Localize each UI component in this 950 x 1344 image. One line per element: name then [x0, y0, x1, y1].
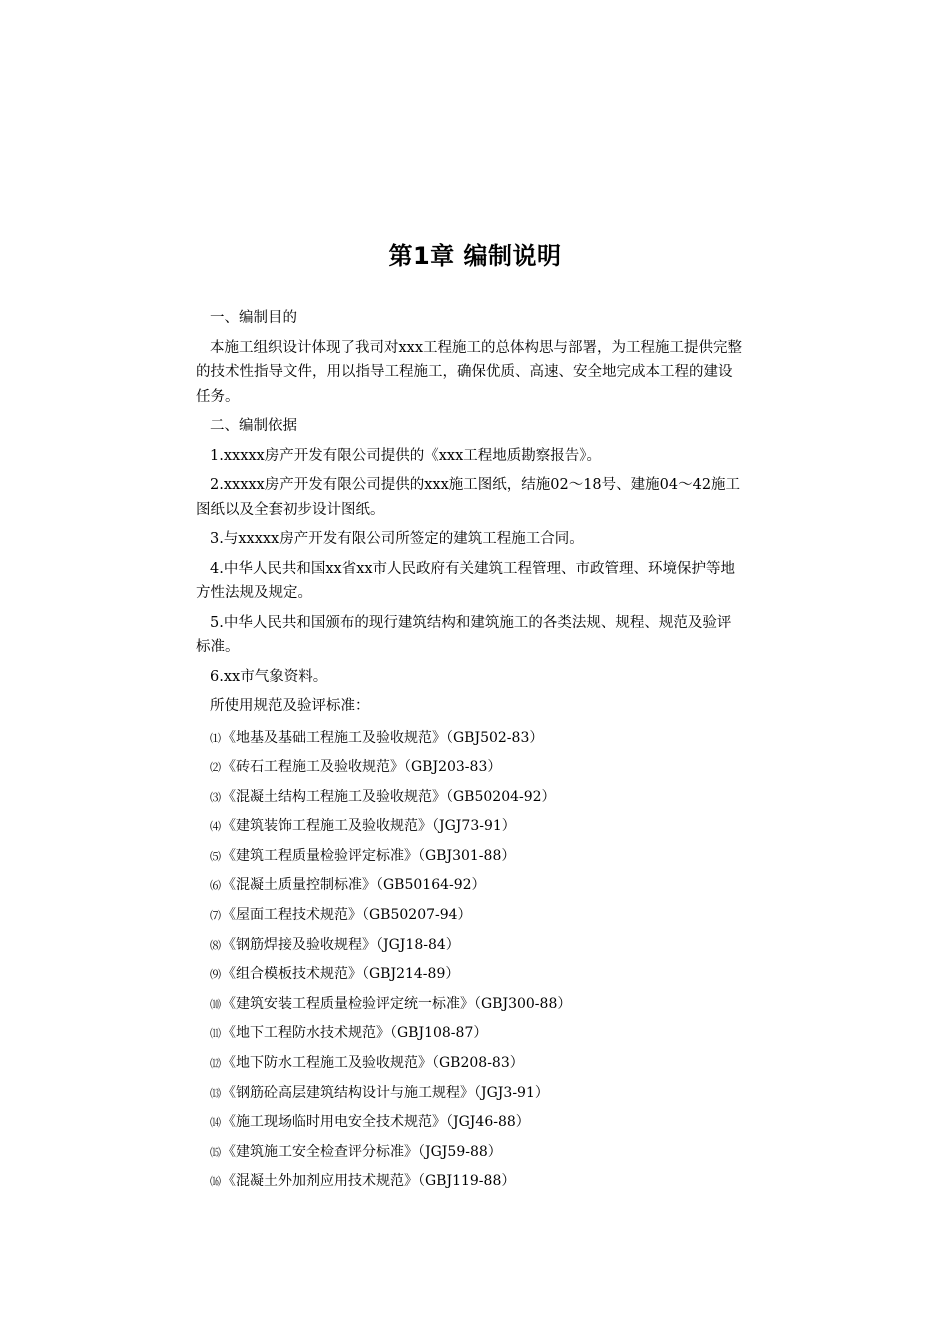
standard-number: ⒁	[210, 1116, 221, 1130]
basis-item-6: 6.xx市气象资料。	[210, 668, 328, 685]
standard-number: ⑷	[210, 820, 221, 834]
standard-item	[196, 1079, 744, 1109]
standard-number: ⑵	[210, 761, 221, 775]
standard-item	[196, 960, 744, 990]
standard-text: 《屋面工程技术规范》（GB50207-94）	[222, 907, 472, 924]
standard-text: 《砖石工程施工及验收规范》（GBJ203-83）	[222, 759, 502, 776]
standards-heading: 所使用规范及验评标准：	[210, 698, 370, 714]
standards-list	[196, 724, 744, 1198]
standard-text: 《混凝土质量控制标准》（GB50164-92）	[222, 877, 486, 894]
section-heading-purpose: 一、编制目的	[210, 310, 297, 326]
standard-item	[196, 931, 744, 961]
standard-number: ⑹	[210, 879, 221, 893]
standard-text: 《地下防水工程施工及验收规范》（GB208-83）	[222, 1055, 524, 1072]
standard-text: 《钢筋砼高层建筑结构设计与施工规程》（JGJ3-91）	[222, 1084, 549, 1101]
standard-number: ⒀	[210, 1086, 221, 1100]
basis-item-2: 2.xxxxx房产开发有限公司提供的xxx施工图纸，结施02～18号、建施04～42施工图纸以及全套初步设计图纸。	[196, 477, 741, 518]
standard-text: 《建筑装饰工程施工及验收规范》（JGJ73-91）	[222, 818, 516, 835]
standard-item	[196, 783, 744, 813]
standard-number: ⒂	[210, 1145, 221, 1159]
standard-item	[196, 1138, 744, 1168]
standard-number: ⑸	[210, 849, 221, 863]
standard-item	[196, 871, 744, 901]
standard-number: ⑴	[210, 731, 221, 745]
standard-text: 《地基及基础工程施工及验收规范》（GBJ502-83）	[222, 729, 544, 746]
purpose-paragraph: 本施工组织设计体现了我司对xxx工程施工的总体构思与部署，为工程施工提供完整的技术性指导文件，用以指导工程施工，确保优质、高速、安全地完成本工程的建设任务。	[196, 339, 743, 405]
basis-item-1: 1.xxxxx房产开发有限公司提供的《xxx工程地质勘察报告》。	[210, 447, 602, 464]
standard-text: 《建筑安装工程质量检验评定统一标准》（GBJ300-88）	[222, 995, 572, 1012]
standard-item	[196, 1108, 744, 1138]
standard-number: ⑾	[210, 1027, 221, 1041]
standard-item	[196, 753, 744, 783]
standard-item	[196, 1019, 744, 1049]
standard-number: ⑻	[210, 938, 221, 952]
standard-item	[196, 842, 744, 872]
standard-text: 《建筑施工安全检查评分标准》（JGJ59-88）	[222, 1143, 502, 1160]
standard-text: 《钢筋焊接及验收规程》（JGJ18-84）	[222, 936, 460, 953]
standard-number: ⒃	[210, 1175, 221, 1189]
basis-item-4: 4.中华人民共和国xx省xx市人民政府有关建筑工程管理、市政管理、环境保护等地方性法规及规定。	[196, 560, 736, 601]
standard-item	[196, 1167, 744, 1197]
standard-number: ⑽	[210, 997, 221, 1011]
basis-item-3: 3.与xxxxx房产开发有限公司所签定的建筑工程施工合同。	[210, 531, 584, 547]
standard-item	[196, 812, 744, 842]
standard-number: ⑼	[210, 968, 221, 982]
section-heading-basis: 二、编制依据	[210, 418, 297, 434]
standard-text: 《施工现场临时用电安全技术规范》（JGJ46-88）	[222, 1114, 530, 1131]
document-body	[196, 306, 744, 1197]
standard-text: 《地下工程防水技术规范》（GBJ108-87）	[222, 1025, 488, 1042]
standard-text: 《组合模板技术规范》（GBJ214-89）	[222, 966, 460, 983]
standard-number: ⑺	[210, 909, 221, 923]
standard-item	[196, 724, 744, 754]
standard-text: 《混凝土结构工程施工及验收规范》（GB50204-92）	[222, 788, 556, 805]
standard-number: ⑿	[210, 1057, 221, 1071]
standard-text: 《建筑工程质量检验评定标准》（GBJ301-88）	[222, 847, 516, 864]
standard-item	[196, 901, 744, 931]
standard-number: ⑶	[210, 790, 221, 804]
standard-item	[196, 1049, 744, 1079]
standard-text: 《混凝土外加剂应用技术规范》（GBJ119-88）	[222, 1173, 516, 1190]
basis-item-5: 5.中华人民共和国颁布的现行建筑结构和建筑施工的各类法规、规程、规范及验评标准。	[196, 614, 732, 655]
standard-item	[196, 990, 744, 1020]
chapter-title: 第1章 编制说明	[388, 242, 562, 270]
